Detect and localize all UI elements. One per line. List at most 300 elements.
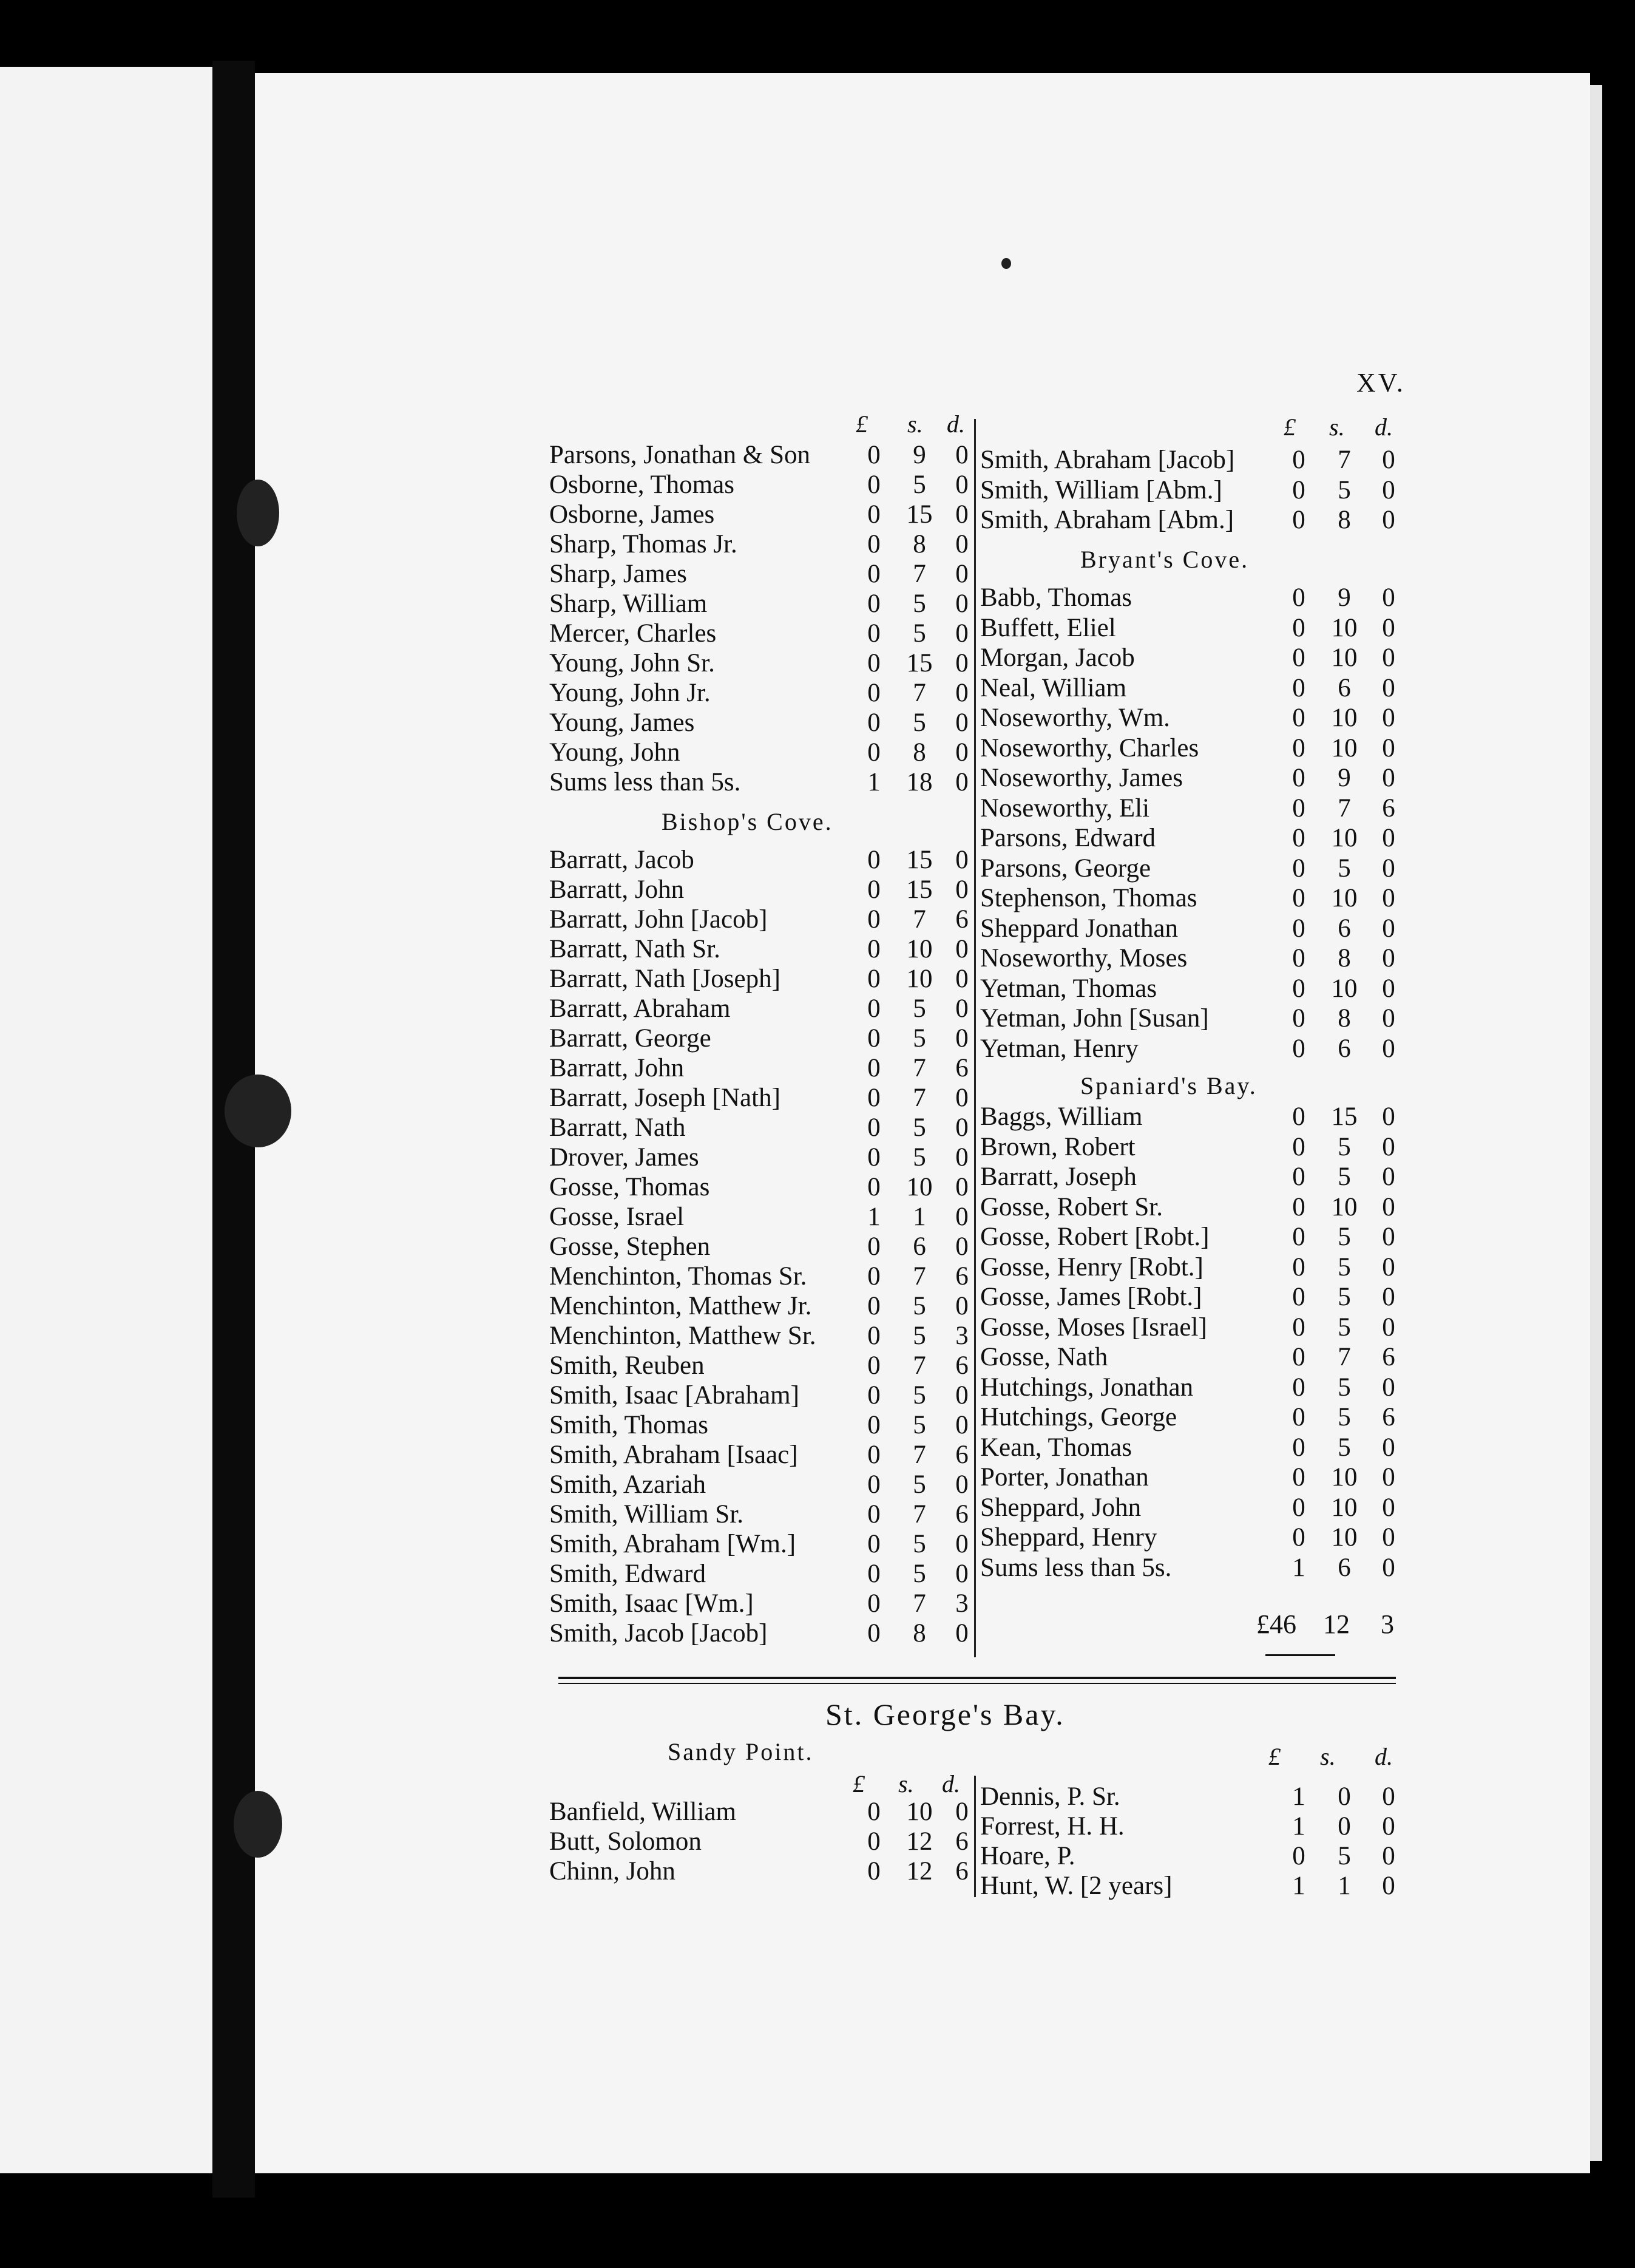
list-item — [980, 733, 1413, 763]
list-item — [980, 1162, 1413, 1192]
entry-name: Barratt, John — [549, 1054, 685, 1082]
amount-pence: 0 — [955, 738, 969, 767]
amount-pounds: 1 — [1292, 1872, 1305, 1900]
amount-pounds: 0 — [1292, 793, 1305, 823]
amount-pence: 0 — [1382, 1004, 1395, 1033]
amount-pounds: 0 — [867, 560, 881, 588]
right-pounds-header: £ — [1284, 413, 1296, 441]
entry-name: Parsons, Edward — [980, 824, 1156, 852]
amount-pounds: 0 — [1292, 1523, 1305, 1552]
entry-name: Gosse, Henry [Robt.] — [980, 1252, 1203, 1282]
amount-shillings: 10 — [1331, 613, 1358, 642]
sandy-point-heading: Sandy Point. — [668, 1738, 814, 1765]
entry-name: Hoare, P. — [980, 1842, 1075, 1870]
list-item — [980, 673, 1413, 703]
list-item — [549, 678, 986, 708]
right-shillings-header: s. — [1329, 413, 1345, 441]
list-item — [549, 1053, 986, 1083]
entry-name: Noseworthy, Charles — [980, 733, 1199, 762]
entry-name: Sheppard, John — [980, 1493, 1142, 1522]
amount-pounds: 0 — [867, 679, 881, 707]
list-item — [549, 738, 986, 767]
list-item — [549, 1618, 986, 1648]
amount-pounds: 0 — [1292, 733, 1305, 762]
amount-pence: 0 — [955, 470, 969, 499]
amount-pounds: 0 — [1292, 1004, 1305, 1033]
entry-name: Brown, Robert — [980, 1132, 1136, 1161]
amount-shillings: 12 — [906, 1857, 933, 1886]
total-shillings: 12 — [1323, 1609, 1350, 1639]
page-number: XV. — [1356, 368, 1406, 398]
amount-pence: 0 — [955, 1292, 969, 1320]
total-underline — [1265, 1654, 1335, 1656]
amount-pounds: 0 — [1292, 613, 1305, 642]
amount-pounds: 0 — [867, 1441, 881, 1469]
amount-pence: 0 — [1382, 1523, 1395, 1552]
amount-shillings: 5 — [913, 1113, 926, 1142]
amount-pounds: 0 — [1292, 704, 1305, 732]
amount-pence: 0 — [955, 768, 969, 796]
amount-pounds: 0 — [1292, 1493, 1305, 1522]
entry-name: Barratt, John [Jacob] — [549, 905, 768, 934]
list-item — [980, 505, 1413, 535]
entry-name: Noseworthy, Eli — [980, 793, 1150, 823]
amount-pence: 0 — [1382, 475, 1395, 504]
amount-pence: 0 — [1382, 1782, 1395, 1811]
list-item — [549, 1499, 986, 1529]
amount-shillings: 5 — [913, 1143, 926, 1172]
amount-pence: 6 — [1382, 1403, 1395, 1431]
entry-name: Sums less than 5s. — [549, 768, 741, 796]
entry-name: Sharp, James — [549, 560, 687, 588]
entry-name: Parsons, Jonathan & Son — [549, 441, 810, 469]
amount-shillings: 7 — [913, 905, 926, 934]
amount-pounds: 0 — [1292, 1343, 1305, 1371]
entry-name: Noseworthy, Wm. — [980, 704, 1170, 732]
amount-pence: 0 — [1382, 583, 1395, 612]
entry-name: Barratt, Abraham — [549, 994, 731, 1023]
amount-pence: 0 — [955, 875, 969, 904]
amount-pence: 0 — [1382, 613, 1395, 642]
entry-name: Smith, William Sr. — [549, 1500, 744, 1529]
list-item — [980, 613, 1413, 643]
list-item — [980, 1003, 1413, 1033]
list-item — [549, 1827, 986, 1856]
amount-pence: 0 — [1382, 1842, 1395, 1870]
list-item — [549, 500, 986, 529]
entry-name: Smith, Thomas — [549, 1411, 709, 1439]
list-item — [549, 1440, 986, 1470]
entry-name: Sheppard, Henry — [980, 1523, 1157, 1552]
amount-pence: 0 — [1382, 1163, 1395, 1191]
list-item — [980, 643, 1413, 673]
amount-pounds: 0 — [867, 619, 881, 648]
binding-clip-bottom — [234, 1791, 282, 1858]
amount-pence: 0 — [1382, 974, 1395, 1003]
amount-pence: 6 — [955, 1441, 969, 1469]
list-item — [549, 1410, 986, 1440]
amount-shillings: 5 — [913, 1530, 926, 1558]
amount-shillings: 5 — [913, 1560, 926, 1588]
amount-shillings: 15 — [1331, 1102, 1358, 1131]
amount-pence: 0 — [955, 708, 969, 737]
list-item — [549, 1470, 986, 1499]
entry-name: Gosse, Robert Sr. — [980, 1192, 1163, 1221]
list-item — [549, 1529, 986, 1559]
amount-shillings: 7 — [913, 560, 926, 588]
amount-pence: 6 — [1382, 793, 1395, 823]
amount-pounds: 0 — [867, 1560, 881, 1588]
amount-pence: 0 — [955, 1381, 969, 1410]
amount-pence: 0 — [955, 1470, 969, 1499]
amount-pence: 0 — [1382, 824, 1395, 852]
amount-shillings: 5 — [913, 1411, 926, 1439]
amount-shillings: 10 — [1331, 974, 1358, 1003]
entry-name: Buffett, Eliel — [980, 613, 1116, 642]
list-item — [549, 589, 986, 619]
entry-name: Smith, Abraham [Isaac] — [549, 1441, 798, 1469]
entry-name: Kean, Thomas — [980, 1433, 1132, 1462]
entry-name: Menchinton, Matthew Jr. — [549, 1292, 812, 1320]
amount-shillings: 8 — [1338, 506, 1351, 534]
amount-pence: 3 — [955, 1322, 969, 1350]
amount-shillings: 6 — [913, 1232, 926, 1261]
amount-pounds: 0 — [867, 875, 881, 904]
amount-pounds: 0 — [1292, 1223, 1305, 1251]
amount-shillings: 10 — [1331, 1463, 1358, 1492]
list-item — [549, 1142, 986, 1172]
sp-right-shillings-header: s. — [1320, 1743, 1336, 1770]
amount-pounds: 0 — [867, 1619, 881, 1648]
amount-shillings: 7 — [913, 1351, 926, 1380]
entry-name: Young, John Sr. — [549, 649, 715, 677]
amount-pounds: 0 — [1292, 1312, 1305, 1342]
amount-pounds: 0 — [867, 1113, 881, 1142]
sp-left-pence-header: d. — [942, 1770, 960, 1798]
entry-name: Smith, Abraham [Abm.] — [980, 506, 1234, 534]
list-item — [549, 529, 986, 559]
amount-shillings: 15 — [906, 500, 933, 529]
entry-name: Smith, Jacob [Jacob] — [549, 1619, 768, 1648]
amount-shillings: 5 — [1338, 1252, 1351, 1282]
amount-shillings: 5 — [913, 470, 926, 499]
entry-name: Barratt, John — [549, 875, 685, 904]
list-item — [980, 1433, 1413, 1462]
amount-pounds: 0 — [1292, 1283, 1305, 1311]
list-item — [549, 1559, 986, 1589]
list-item — [980, 1871, 1413, 1901]
list-item — [980, 793, 1413, 823]
entry-name: Barratt, Jacob — [549, 846, 694, 874]
amount-pounds: 0 — [867, 1589, 881, 1618]
amount-shillings: 7 — [913, 1500, 926, 1529]
amount-pence: 6 — [1382, 1343, 1395, 1371]
list-item — [980, 1282, 1413, 1312]
amount-shillings: 10 — [1331, 1523, 1358, 1552]
amount-pence: 0 — [955, 1232, 969, 1261]
amount-pounds: 0 — [1292, 1163, 1305, 1191]
amount-pence: 6 — [955, 905, 969, 934]
entry-name: Young, John Jr. — [549, 679, 711, 707]
amount-pounds: 0 — [867, 649, 881, 677]
amount-shillings: 6 — [1338, 914, 1351, 943]
entry-name: Smith, Isaac [Wm.] — [549, 1589, 754, 1618]
amount-shillings: 10 — [906, 1173, 933, 1201]
entry-name: Yetman, Thomas — [980, 974, 1157, 1003]
amount-pounds: 0 — [1292, 974, 1305, 1003]
amount-pounds: 0 — [867, 470, 881, 499]
sp-left-shillings-header: s. — [898, 1770, 914, 1798]
entry-name: Barratt, Nath [Joseph] — [549, 965, 780, 993]
amount-pence: 0 — [1382, 1553, 1395, 1582]
list-item — [980, 1523, 1413, 1552]
entry-name: Dennis, P. Sr. — [980, 1782, 1120, 1811]
list-item — [980, 1462, 1413, 1492]
list-item — [980, 943, 1413, 973]
amount-pence: 6 — [955, 1857, 969, 1886]
amount-shillings: 7 — [1338, 793, 1351, 823]
amount-pence: 0 — [955, 1084, 969, 1112]
amount-pence: 0 — [1382, 733, 1395, 762]
list-item — [549, 440, 986, 470]
amount-pounds: 0 — [1292, 1403, 1305, 1431]
amount-shillings: 5 — [1338, 1132, 1351, 1161]
section-rule-top — [558, 1677, 1396, 1679]
amount-shillings: 6 — [1338, 1034, 1351, 1063]
amount-pounds: 0 — [867, 1292, 881, 1320]
amount-pence: 0 — [955, 935, 969, 963]
entry-name: Osborne, James — [549, 500, 715, 529]
list-item — [549, 559, 986, 589]
amount-shillings: 5 — [913, 1024, 926, 1053]
left-pounds-header: £ — [856, 410, 868, 438]
entry-name: Smith, Abraham [Jacob] — [980, 446, 1235, 474]
amount-pence: 0 — [955, 1560, 969, 1588]
amount-shillings: 5 — [1338, 1163, 1351, 1191]
amount-pence: 0 — [955, 500, 969, 529]
entry-name: Morgan, Jacob — [980, 643, 1135, 672]
entry-name: Drover, James — [549, 1143, 699, 1172]
amount-shillings: 5 — [1338, 1373, 1351, 1402]
right-pence-header: d. — [1375, 413, 1393, 441]
entry-name: Forrest, H. H. — [980, 1812, 1125, 1841]
amount-pounds: 0 — [1292, 854, 1305, 883]
amount-pounds: 0 — [867, 1470, 881, 1499]
amount-shillings: 10 — [906, 965, 933, 993]
entry-name: Neal, William — [980, 673, 1127, 702]
sp-left-pounds-header: £ — [853, 1770, 865, 1798]
amount-shillings: 5 — [1338, 1223, 1351, 1251]
spaniards-bay-heading: Spaniard's Bay. — [1080, 1072, 1258, 1099]
amount-shillings: 6 — [1338, 673, 1351, 702]
entry-name: Barratt, Joseph [Nath] — [549, 1084, 780, 1112]
amount-pence: 0 — [955, 994, 969, 1023]
amount-pounds: 0 — [1292, 643, 1305, 672]
entry-name: Parsons, George — [980, 854, 1151, 883]
page-edge — [1590, 85, 1602, 2161]
entry-name: Hutchings, Jonathan — [980, 1373, 1194, 1402]
list-item — [980, 1312, 1413, 1342]
list-item — [980, 1402, 1413, 1432]
amount-shillings: 5 — [1338, 1403, 1351, 1431]
list-item — [980, 823, 1413, 853]
amount-pence: 0 — [955, 1113, 969, 1142]
amount-shillings: 10 — [1331, 884, 1358, 912]
amount-pounds: 0 — [867, 1827, 881, 1856]
list-item — [549, 875, 986, 905]
entry-name: Yetman, John [Susan] — [980, 1004, 1209, 1033]
amount-pence: 0 — [955, 1798, 969, 1826]
list-item — [549, 1797, 986, 1827]
amount-pence: 6 — [955, 1262, 969, 1291]
entry-name: Butt, Solomon — [549, 1827, 702, 1856]
entry-name: Porter, Jonathan — [980, 1463, 1149, 1492]
amount-shillings: 9 — [913, 441, 926, 469]
amount-pence: 0 — [955, 1203, 969, 1231]
amount-pounds: 0 — [1292, 583, 1305, 612]
list-item — [549, 1083, 986, 1113]
ink-dot — [1001, 258, 1011, 269]
amount-pounds: 0 — [867, 994, 881, 1023]
facing-page-edge — [0, 67, 212, 2173]
amount-pounds: 0 — [1292, 1034, 1305, 1063]
entry-name: Smith, Azariah — [549, 1470, 706, 1499]
entry-name: Banfield, William — [549, 1798, 736, 1826]
amount-pounds: 0 — [867, 589, 881, 618]
amount-shillings: 8 — [1338, 1004, 1351, 1033]
amount-shillings: 10 — [1331, 704, 1358, 732]
list-item — [549, 1261, 986, 1291]
amount-shillings: 12 — [906, 1827, 933, 1856]
entry-name: Smith, Reuben — [549, 1351, 705, 1380]
amount-pence: 0 — [955, 619, 969, 648]
amount-pence: 0 — [955, 589, 969, 618]
amount-pounds: 0 — [867, 441, 881, 469]
list-item — [980, 1811, 1413, 1841]
entry-name: Gosse, Thomas — [549, 1173, 710, 1201]
amount-pounds: 1 — [1292, 1782, 1305, 1811]
list-item — [549, 1172, 986, 1202]
entry-name: Hunt, W. [2 years] — [980, 1872, 1173, 1900]
list-item — [549, 470, 986, 500]
amount-pence: 0 — [955, 530, 969, 559]
amount-pence: 0 — [1382, 1034, 1395, 1063]
total-pounds: £46 — [1256, 1609, 1296, 1639]
amount-shillings: 7 — [913, 679, 926, 707]
amount-pounds: 0 — [1292, 1252, 1305, 1282]
amount-shillings: 10 — [906, 935, 933, 963]
amount-pence: 0 — [1382, 944, 1395, 973]
list-item — [549, 934, 986, 964]
sp-right-pence-header: d. — [1375, 1743, 1393, 1770]
entry-name: Sharp, Thomas Jr. — [549, 530, 737, 559]
entry-name: Gosse, Moses [Israel] — [980, 1312, 1207, 1342]
amount-pence: 0 — [955, 1173, 969, 1201]
list-item — [549, 1202, 986, 1232]
list-item — [980, 763, 1413, 793]
amount-pence: 0 — [1382, 854, 1395, 883]
amount-pence: 0 — [1382, 1812, 1395, 1841]
amount-pounds: 0 — [867, 1173, 881, 1201]
list-item — [980, 1553, 1413, 1583]
list-item — [549, 1024, 986, 1053]
amount-pence: 3 — [955, 1589, 969, 1618]
amount-pounds: 0 — [1292, 1373, 1305, 1402]
amount-shillings: 5 — [913, 1292, 926, 1320]
list-item — [980, 1222, 1413, 1252]
amount-shillings: 8 — [913, 738, 926, 767]
amount-shillings: 5 — [1338, 475, 1351, 504]
amount-shillings: 7 — [913, 1441, 926, 1469]
amount-pounds: 0 — [867, 1351, 881, 1380]
list-item — [980, 1342, 1413, 1372]
amount-pounds: 0 — [867, 1798, 881, 1826]
amount-shillings: 7 — [913, 1084, 926, 1112]
left-pence-header: d. — [947, 410, 965, 438]
amount-shillings: 5 — [1338, 1842, 1351, 1870]
sp-right-pounds-header: £ — [1268, 1743, 1281, 1770]
bryants-cove-heading: Bryant's Cove. — [1080, 546, 1250, 573]
amount-shillings: 6 — [1338, 1553, 1351, 1582]
list-item — [549, 1113, 986, 1142]
amount-pence: 0 — [955, 679, 969, 707]
total-pence: 3 — [1381, 1609, 1394, 1639]
entry-name: Barratt, George — [549, 1024, 711, 1053]
entry-name: Yetman, Henry — [980, 1034, 1139, 1063]
amount-pence: 0 — [1382, 1373, 1395, 1402]
entry-name: Babb, Thomas — [980, 583, 1132, 612]
list-item — [980, 1493, 1413, 1523]
amount-pounds: 0 — [1292, 1192, 1305, 1221]
entry-name: Smith, Isaac [Abraham] — [549, 1381, 799, 1410]
amount-pounds: 0 — [867, 935, 881, 963]
entry-name: Smith, Edward — [549, 1560, 706, 1588]
amount-pounds: 0 — [1292, 824, 1305, 852]
entry-name: Gosse, Israel — [549, 1203, 685, 1231]
amount-pounds: 0 — [867, 1143, 881, 1172]
amount-shillings: 10 — [1331, 733, 1358, 762]
amount-shillings: 10 — [1331, 824, 1358, 852]
amount-shillings: 7 — [1338, 446, 1351, 474]
amount-pence: 0 — [1382, 1252, 1395, 1282]
amount-pence: 0 — [1382, 914, 1395, 943]
amount-pounds: 0 — [867, 905, 881, 934]
entry-name: Sums less than 5s. — [980, 1553, 1172, 1582]
list-item — [549, 905, 986, 934]
binding-clip-top — [237, 480, 279, 546]
amount-shillings: 7 — [913, 1262, 926, 1291]
list-item — [980, 1102, 1413, 1132]
amount-pounds: 1 — [867, 768, 881, 796]
amount-pounds: 0 — [867, 500, 881, 529]
amount-pounds: 0 — [867, 1232, 881, 1261]
list-item — [549, 767, 986, 797]
amount-pounds: 0 — [867, 965, 881, 993]
amount-pence: 0 — [1382, 1223, 1395, 1251]
list-item — [980, 1192, 1413, 1222]
list-item — [980, 1782, 1413, 1811]
amount-pounds: 0 — [1292, 1463, 1305, 1492]
list-item — [549, 994, 986, 1024]
entry-name: Gosse, Robert [Robt.] — [980, 1223, 1210, 1251]
amount-pence: 0 — [955, 1619, 969, 1648]
entry-name: Sheppard Jonathan — [980, 914, 1179, 943]
amount-pence: 0 — [1382, 1312, 1395, 1342]
amount-pounds: 0 — [1292, 446, 1305, 474]
amount-shillings: 9 — [1338, 583, 1351, 612]
entry-name: Noseworthy, James — [980, 764, 1183, 792]
list-item — [549, 845, 986, 875]
